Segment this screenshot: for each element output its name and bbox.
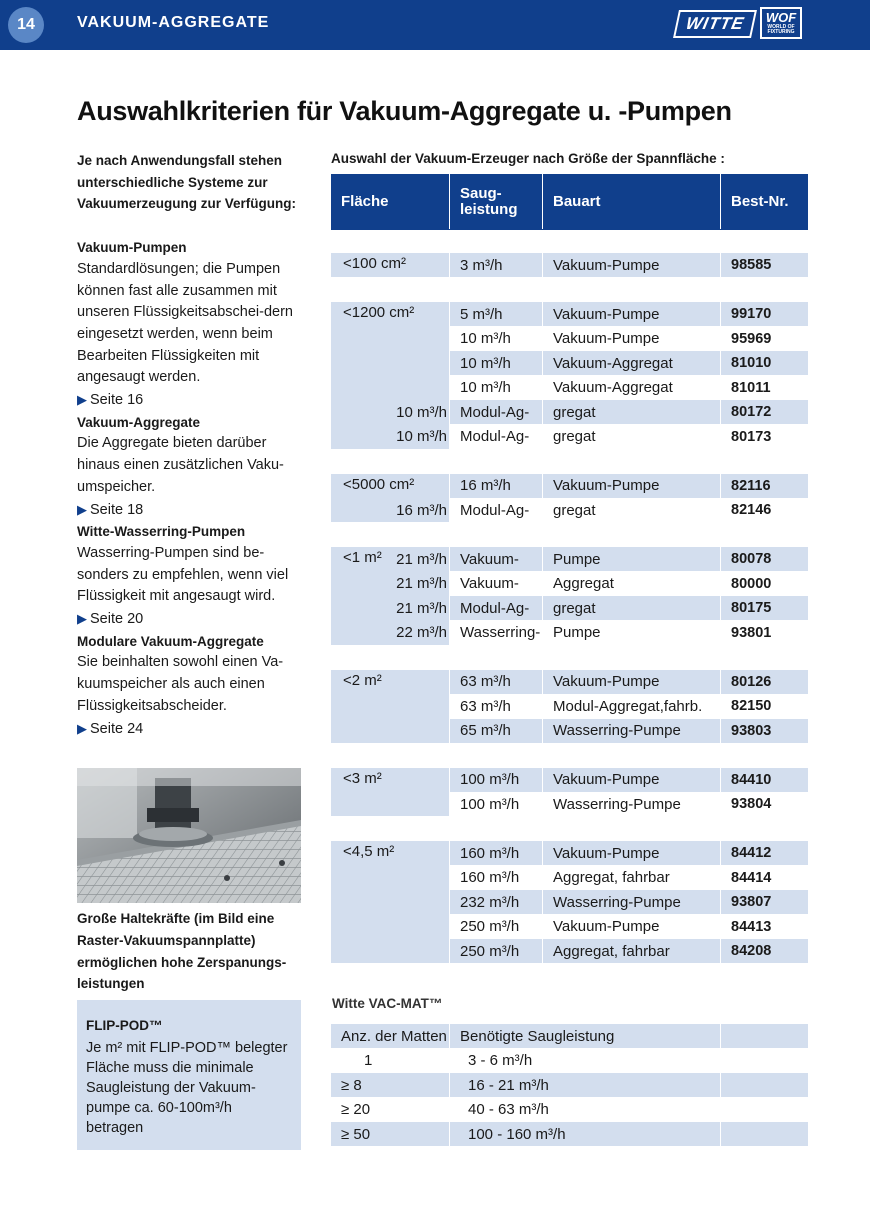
order-number-cell: 80126 [721, 670, 808, 694]
table-cell: 63 m³/h [450, 670, 542, 694]
page-reference-link[interactable] [77, 608, 305, 631]
photo-caption: Große Haltekräfte (im Bild eine Raster-Vakuumspannplatte) ermöglichen hohe Zerspanungs-leistungen [77, 911, 287, 992]
type-cell: Aggregat, fahrbar [553, 869, 670, 886]
order-number-cell: 84414 [731, 869, 772, 886]
order-number-cell: 82150 [731, 698, 772, 714]
column-header-suction: Saug- leistung [450, 174, 543, 229]
table-cell: 100 m³/h [450, 768, 542, 792]
vac-mat-header-suction: Benötigte Saugleistung [450, 1024, 720, 1048]
vac-mat-blank-cell [721, 1098, 808, 1122]
page-reference-link[interactable] [77, 389, 305, 412]
order-number-cell: 93803 [721, 719, 808, 743]
section-heading: Vakuum-Pumpen [77, 240, 187, 256]
column-header-order-number: Best-Nr. [731, 193, 789, 210]
suction-cell: 10 m³/h [396, 428, 447, 445]
order-number-cell: 98585 [721, 253, 808, 277]
vac-mat-blank-cell [721, 1122, 808, 1146]
arrow-right-icon: ▶ [77, 611, 87, 627]
order-number-cell: 82146 [731, 502, 772, 518]
type-cell: Vakuum-Pumpe [543, 768, 720, 792]
section-text: Standardlösungen; die Pumpen können fast alle zusammen mit unseren Flüssigkeitsabschei-dern eingesetzt werden, wenn beim Bearbeiten Flüssigkeiten mit angesaugt werden. [77, 260, 293, 386]
table-cell: 65 m³/h [450, 719, 542, 743]
table-cell: 100 m³/h [460, 795, 520, 813]
type-cell: gregat [543, 596, 720, 620]
flip-pod-line: Je m² mit FLIP-POD™ belegter [86, 1040, 288, 1056]
area-cell: <3 m² [331, 768, 449, 817]
vacuum-plate-photo [77, 768, 301, 903]
order-number-cell: 84412 [721, 841, 808, 865]
vac-mat-suction-cell: 100 - 160 m³/h [450, 1122, 720, 1146]
type-cell: Vakuum-Pumpe [543, 253, 720, 277]
type-cell: Aggregat, fahrbar [543, 939, 720, 963]
flip-pod-title: FLIP-POD™ [86, 1018, 163, 1033]
page-number-badge: 14 [8, 7, 44, 43]
table-cell: 16 m³/h [450, 474, 542, 498]
vac-mat-count-cell: ≥ 50 [331, 1122, 449, 1146]
left-column [77, 150, 305, 740]
selection-table-heading: Auswahl der Vakuum-Erzeuger nach Größe der Spannfläche : [331, 151, 725, 166]
table-cell: Modul-Ag- [460, 428, 530, 445]
area-cell: <4,5 m² [331, 841, 449, 963]
page-header [0, 0, 870, 50]
order-number-cell: 84410 [721, 768, 808, 792]
type-cell: Vakuum-Pumpe [543, 474, 720, 498]
order-number-cell: 93807 [721, 890, 808, 914]
area-cell: <1200 cm² [331, 302, 449, 449]
area-cell: <100 cm² [331, 253, 449, 277]
vac-mat-title: Witte VAC-MAT™ [332, 996, 443, 1011]
table-cell: Modul-Ag- [450, 596, 542, 620]
type-cell: Wasserring-Pumpe [553, 795, 681, 813]
suction-cell: 22 m³/h [396, 624, 447, 641]
order-number-cell: 93804 [731, 796, 772, 812]
table-cell: 3 m³/h [450, 253, 542, 277]
order-number-cell: 80175 [721, 596, 808, 620]
table-cell: Modul-Ag- [450, 400, 542, 424]
selection-table-header [331, 174, 808, 229]
table-cell: 160 m³/h [450, 841, 542, 865]
witte-logo: WITTE [673, 10, 757, 38]
arrow-right-icon: ▶ [77, 501, 87, 517]
vac-mat-count-cell: 1 [364, 1052, 373, 1069]
section-text: Wasserring-Pumpen sind be-sonders zu empfehlen, wenn viel Flüssigkeit mit angesaugt wird. [77, 544, 289, 605]
type-cell: Vakuum-Aggregat [543, 351, 720, 375]
area-cell: <5000 cm² [331, 474, 449, 523]
type-cell: Wasserring-Pumpe [543, 719, 720, 743]
vac-mat-count-cell: ≥ 20 [341, 1101, 371, 1118]
type-cell: Vakuum-Pumpe [543, 841, 720, 865]
type-cell: gregat [553, 501, 596, 519]
wof-logo: WOF WORLD OF FIXTURING [760, 7, 802, 39]
arrow-right-icon: ▶ [77, 392, 87, 408]
vac-mat-header-mats: Anz. der Matten [331, 1024, 449, 1048]
table-cell: Wasserring- [460, 624, 541, 641]
vac-mat-blank-cell [721, 1073, 808, 1097]
page-reference-label: Seite 16 [90, 392, 144, 409]
page-title: Auswahlkriterien für Vakuum-Aggregate u. -Pumpen [77, 96, 732, 126]
section-heading: Modulare Vakuum-Aggregate [77, 633, 264, 649]
page-reference-label: Seite 18 [90, 501, 144, 518]
flip-pod-line: betragen [86, 1120, 144, 1136]
order-number-cell: 82116 [721, 474, 808, 498]
order-number-cell: 80078 [721, 547, 808, 571]
type-cell: Modul-Aggregat,fahrb. [553, 697, 703, 715]
section-text: Die Aggregate bieten darüber hinaus einen zusätzlichen Vaku-umspeicher. [77, 435, 284, 495]
type-cell: Vakuum-Pumpe [543, 670, 720, 694]
arrow-right-icon: ▶ [77, 720, 87, 736]
type-cell: Vakuum-Pumpe [543, 302, 720, 326]
table-cell: Modul-Ag- [460, 501, 530, 519]
intro-text: Je nach Anwendungsfall stehen unterschiedliche Systeme zur Vakuumerzeugung zur Verfügung: [77, 153, 297, 212]
type-cell: gregat [543, 400, 720, 424]
vac-mat-blank-cell [721, 1049, 808, 1073]
type-cell: Wasserring-Pumpe [543, 890, 720, 914]
order-number-cell: 80172 [721, 400, 808, 424]
vac-mat-header-blank [721, 1024, 808, 1048]
vac-mat-suction-cell: 40 - 63 m³/h [468, 1101, 549, 1118]
flip-pod-line: Saugleistung der Vakuum- [86, 1080, 256, 1096]
table-cell: 5 m³/h [450, 302, 542, 326]
table-cell: 232 m³/h [450, 890, 542, 914]
section-text: Sie beinhalten sowohl einen Va-kuumspeicher als auch einen Flüssigkeitsabscheider. [77, 654, 284, 714]
suction-cell: 21 m³/h [396, 575, 447, 592]
page-reference-label: Seite 24 [90, 720, 144, 737]
type-cell: Vakuum-Pumpe [553, 330, 660, 347]
section-heading: Vakuum-Aggregate [77, 414, 201, 430]
table-cell: 63 m³/h [460, 697, 511, 715]
table-cell: 160 m³/h [460, 869, 520, 886]
table-cell: Vakuum- [450, 547, 542, 571]
suction-cell: 10 m³/h [396, 403, 447, 421]
order-number-cell: 81011 [731, 379, 771, 396]
type-cell: Vakuum-Pumpe [553, 918, 660, 935]
suction-cell: 21 m³/h [396, 550, 447, 568]
order-number-cell: 80173 [731, 428, 772, 445]
type-cell: Aggregat [553, 575, 614, 592]
order-number-cell: 99170 [721, 302, 808, 326]
order-number-cell: 84413 [731, 918, 772, 935]
suction-cell: 21 m³/h [396, 599, 447, 617]
table-cell: Vakuum- [460, 575, 519, 592]
section-title: VAKUUM-AGGREGATE [77, 14, 270, 31]
table-cell: 250 m³/h [460, 918, 520, 935]
table-cell: 10 m³/h [450, 351, 542, 375]
order-number-cell: 81010 [721, 351, 808, 375]
vac-mat-suction-cell: 3 - 6 m³/h [468, 1052, 533, 1069]
column-header-type: Bauart [543, 174, 721, 229]
table-header-rule [331, 229, 808, 230]
page-reference-link[interactable] [77, 499, 305, 522]
flip-pod-line: pumpe ca. 60-100m³/h [86, 1100, 232, 1116]
suction-cell: 16 m³/h [396, 501, 447, 519]
type-cell: Pumpe [543, 547, 720, 571]
area-cell: <2 m² [331, 670, 449, 743]
table-cell: 10 m³/h [460, 379, 511, 396]
page-reference-label: Seite 20 [90, 611, 144, 628]
section-heading: Witte-Wasserring-Pumpen [77, 524, 246, 540]
area-cell: <1 m² [331, 547, 449, 645]
type-cell: Vakuum-Aggregat [553, 379, 673, 396]
order-number-cell: 95969 [731, 330, 772, 347]
column-header-area: Fläche [331, 174, 450, 229]
order-number-cell: 84208 [721, 939, 808, 963]
table-cell: 10 m³/h [460, 330, 511, 347]
order-number-cell: 80000 [731, 575, 772, 592]
vac-mat-count-cell: ≥ 8 [331, 1073, 449, 1097]
type-cell: Pumpe [553, 624, 601, 641]
order-number-cell: 93801 [731, 624, 772, 641]
type-cell: gregat [553, 428, 596, 445]
vac-mat-suction-cell: 16 - 21 m³/h [450, 1073, 720, 1097]
table-cell: 250 m³/h [450, 939, 542, 963]
page-reference-link[interactable] [77, 718, 305, 741]
flip-pod-line: Fläche muss die minimale [86, 1060, 254, 1076]
witte-wof-logo [676, 7, 802, 41]
flip-pod-infobox [77, 1000, 301, 1150]
